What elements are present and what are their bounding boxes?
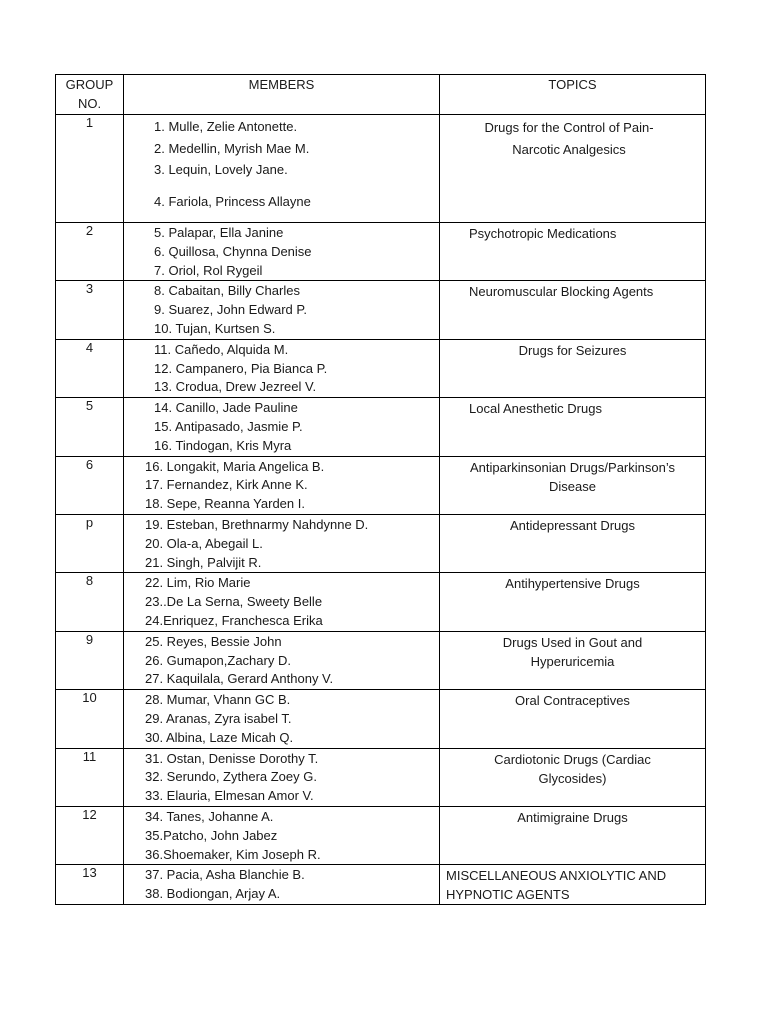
group-number: 13 — [56, 865, 124, 905]
member-name: 22. Lim, Rio Marie — [145, 575, 251, 591]
topic-cell — [440, 514, 706, 572]
topic-text: Oral Contraceptives — [515, 693, 630, 709]
member-name: 18. Sepe, Reanna Yarden I. — [145, 496, 305, 512]
table-row — [56, 456, 706, 514]
member-name: 7. Oriol, Rol Rygeil — [154, 262, 263, 278]
member-name: 17. Fernandez, Kirk Anne K. — [145, 477, 308, 493]
table-row — [56, 115, 706, 223]
member-name: 29. Aranas, Zyra isabel T. — [145, 710, 292, 726]
topic-cell — [440, 865, 706, 905]
table-row — [56, 573, 706, 631]
member-name: 3. Lequin, Lovely Jane. — [154, 162, 288, 177]
topic-cell — [440, 690, 706, 748]
members-cell — [124, 115, 440, 223]
members-cell — [124, 631, 440, 689]
group-number: p — [56, 514, 124, 572]
table-row — [56, 398, 706, 456]
member-name: 4. Fariola, Princess Allayne — [154, 193, 311, 209]
table-row — [56, 865, 706, 905]
group-number: 8 — [56, 573, 124, 631]
member-name: 25. Reyes, Bessie John — [145, 633, 282, 649]
topic-text: Drugs for the Control of Pain- Narcotic Analgesics — [484, 120, 654, 157]
member-name: 10. Tujan, Kurtsen S. — [154, 320, 276, 336]
member-name: 24.Enriquez, Franchesca Erika — [145, 612, 323, 628]
members-cell — [124, 281, 440, 339]
header-topics: TOPICS — [440, 75, 706, 115]
member-name: 37. Pacia, Asha Blanchie B. — [145, 867, 305, 883]
member-name: 32. Serundo, Zythera Zoey G. — [145, 769, 317, 785]
topic-cell — [440, 456, 706, 514]
table-row — [56, 748, 706, 806]
topic-cell — [440, 806, 706, 864]
header-members: MEMBERS — [124, 75, 440, 115]
member-name: 1. Mulle, Zelie Antonette. — [154, 119, 298, 134]
topic-cell — [440, 339, 706, 397]
member-name: 27. Kaquilala, Gerard Anthony V. — [145, 671, 334, 687]
member-name: 36.Shoemaker, Kim Joseph R. — [145, 846, 321, 862]
topic-text: Cardiotonic Drugs (Cardiac Glycosides) — [494, 751, 651, 786]
members-cell — [124, 865, 440, 905]
group-number: 3 — [56, 281, 124, 339]
member-name: 14. Canillo, Jade Pauline — [154, 400, 298, 416]
topic-text: Antihypertensive Drugs — [505, 576, 640, 592]
group-number: 11 — [56, 748, 124, 806]
members-cell — [124, 806, 440, 864]
members-cell — [124, 223, 440, 281]
member-name: 12. Campanero, Pia Bianca P. — [154, 360, 328, 376]
member-name: 31. Ostan, Denisse Dorothy T. — [145, 750, 319, 766]
topic-text: Local Anesthetic Drugs — [469, 401, 602, 417]
member-name: 16. Longakit, Maria Angelica B. — [145, 458, 325, 474]
member-name: 5. Palapar, Ella Janine — [154, 225, 284, 240]
table-row — [56, 690, 706, 748]
table-row — [56, 806, 706, 864]
members-cell — [124, 398, 440, 456]
table-row — [56, 223, 706, 281]
member-name: 23..De La Serna, Sweety Belle — [145, 594, 323, 610]
topic-cell — [440, 115, 706, 223]
group-number: 1 — [56, 115, 124, 223]
table-row — [56, 514, 706, 572]
member-name: 19. Esteban, Brethnarmy Nahdynne D. — [145, 516, 369, 532]
group-number: 6 — [56, 456, 124, 514]
members-cell — [124, 573, 440, 631]
group-number: 12 — [56, 806, 124, 864]
topic-text: MISCELLANEOUS ANXIOLYTIC AND HYPNOTIC AGENTS — [446, 868, 667, 903]
member-name: 13. Crodua, Drew Jezreel V. — [154, 379, 317, 395]
member-name: 35.Patcho, John Jabez — [145, 827, 278, 843]
topic-text: Psychotropic Medications — [469, 226, 617, 241]
table-row — [56, 281, 706, 339]
topic-text: Antimigraine Drugs — [517, 809, 628, 825]
topic-cell — [440, 281, 706, 339]
group-number: 2 — [56, 223, 124, 281]
member-name: 2. Medellin, Myrish Mae M. — [154, 140, 310, 156]
topic-cell — [440, 631, 706, 689]
member-name: 9. Suarez, John Edward P. — [154, 302, 307, 318]
topic-cell — [440, 748, 706, 806]
group-number: 4 — [56, 339, 124, 397]
topic-cell — [440, 573, 706, 631]
group-number: 10 — [56, 690, 124, 748]
member-name: 8. Cabaitan, Billy Charles — [154, 283, 300, 299]
topic-text: Drugs Used in Gout and Hyperuricemia — [502, 634, 643, 669]
topic-text: Neuromuscular Blocking Agents — [469, 284, 654, 300]
header-row — [56, 75, 706, 115]
topic-text: Antiparkinsonian Drugs/Parkinson’s Disease — [470, 459, 675, 494]
member-name: 21. Singh, Palvijit R. — [145, 554, 262, 570]
members-cell — [124, 456, 440, 514]
member-name: 11. Cañedo, Alquida M. — [154, 341, 289, 357]
member-name: 16. Tindogan, Kris Myra — [154, 437, 292, 453]
group-number: 9 — [56, 631, 124, 689]
group-number: 5 — [56, 398, 124, 456]
table-row — [56, 339, 706, 397]
member-name: 15. Antipasado, Jasmie P. — [154, 418, 303, 434]
table-body — [56, 115, 706, 905]
member-name: 6. Quillosa, Chynna Denise — [154, 243, 312, 259]
member-name: 33. Elauria, Elmesan Amor V. — [145, 788, 314, 804]
topic-text: Drugs for Seizures — [518, 342, 627, 358]
members-cell — [124, 514, 440, 572]
member-name: 20. Ola-a, Abegail L. — [145, 535, 263, 551]
member-name: 30. Albina, Laze Micah Q. — [145, 729, 294, 745]
member-name: 26. Gumapon,Zachary D. — [145, 652, 291, 668]
header-group-no: GROUP NO. — [56, 75, 124, 115]
member-name: 38. Bodiongan, Arjay A. — [145, 886, 281, 902]
member-name: 34. Tanes, Johanne A. — [145, 808, 274, 824]
topic-cell — [440, 223, 706, 281]
topic-text: Antidepressant Drugs — [509, 517, 635, 533]
topic-cell — [440, 398, 706, 456]
members-cell — [124, 690, 440, 748]
members-cell — [124, 339, 440, 397]
member-name: 28. Mumar, Vhann GC B. — [145, 692, 291, 708]
group-topics-table — [55, 74, 706, 905]
members-cell — [124, 748, 440, 806]
table-row — [56, 631, 706, 689]
